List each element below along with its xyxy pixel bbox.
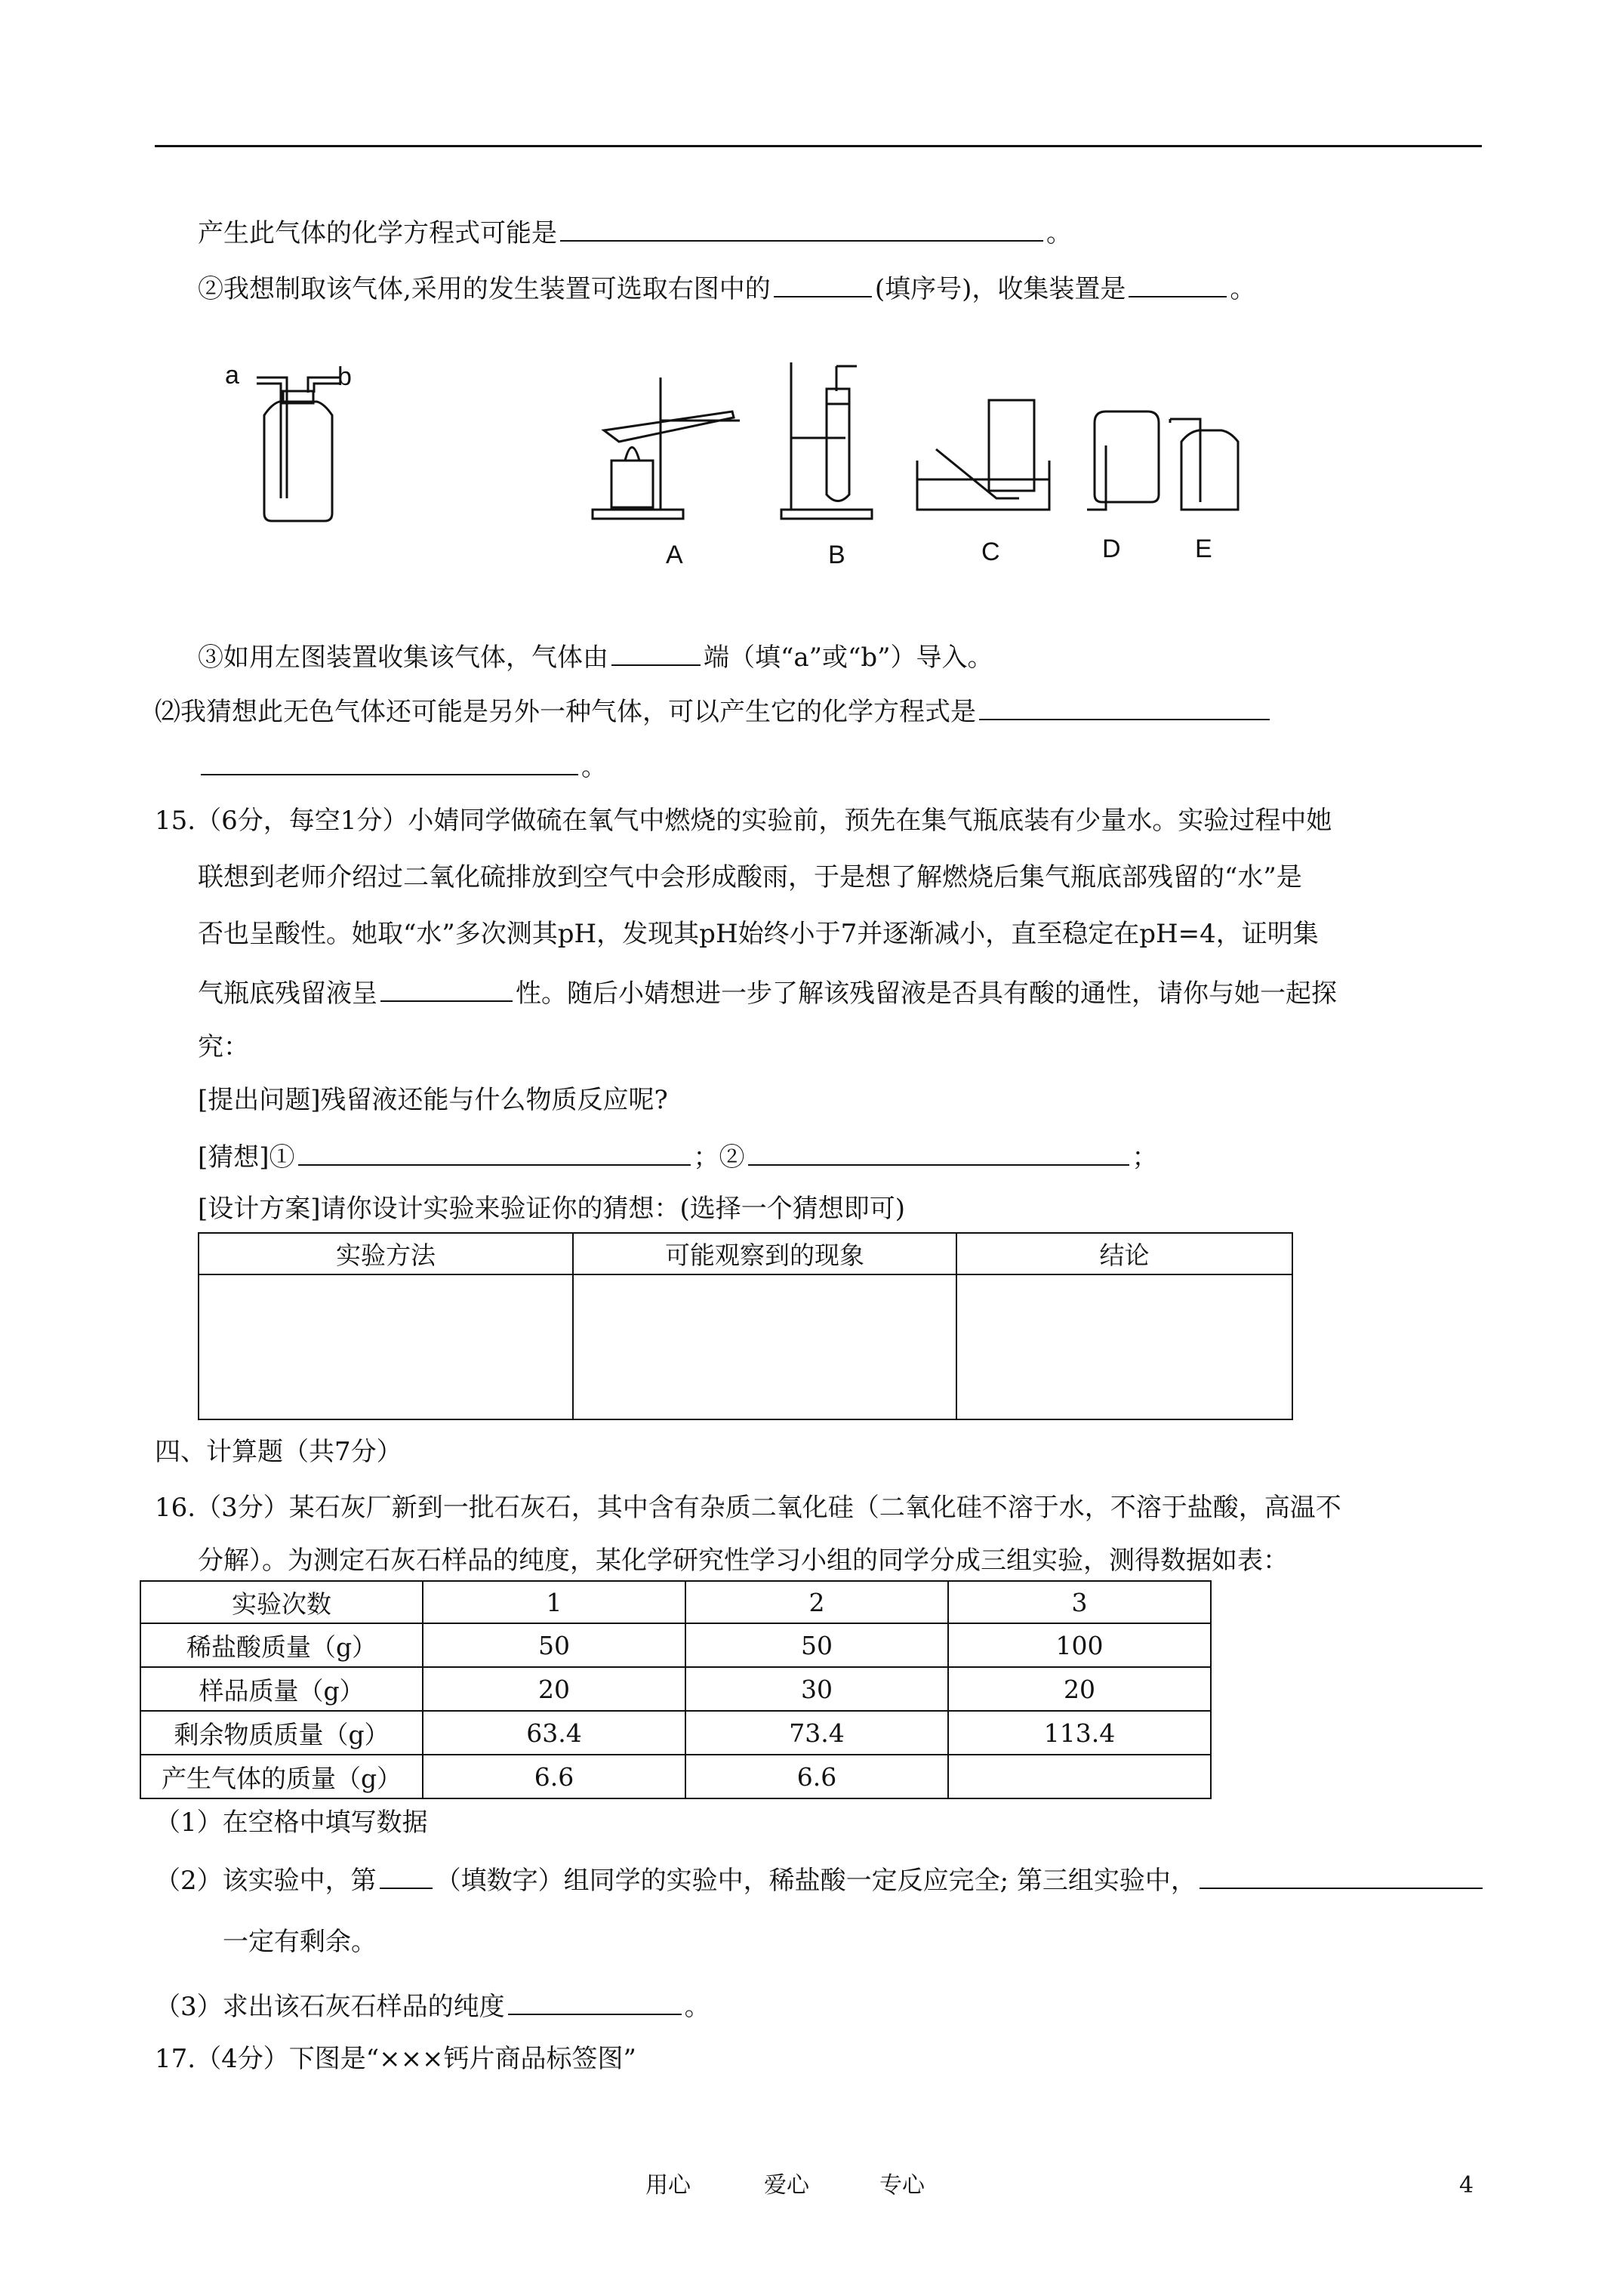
table-cell: 6.6 — [685, 1755, 948, 1798]
q14-line1 — [198, 217, 1072, 246]
answer-cell-gas-mass[interactable] — [948, 1755, 1211, 1798]
table-cell: 63.4 — [423, 1711, 685, 1755]
design-table — [198, 1232, 1293, 1420]
footer-motto-1: 用心 — [645, 2172, 691, 2199]
table-cell: 50 — [685, 1623, 948, 1667]
q16-s2-text: （2）该实验中，第 — [155, 1866, 377, 1896]
row-label: 稀盐酸质量（g） — [140, 1623, 423, 1667]
guess-end: ； — [1132, 1142, 1158, 1173]
table-cell: 6.6 — [423, 1755, 685, 1798]
answer-blank-inlet[interactable] — [611, 642, 701, 666]
page-number: 4 — [1459, 2172, 1474, 2199]
table-row — [140, 1755, 1211, 1798]
table-cell: 20 — [948, 1667, 1211, 1711]
q15-design: [设计方案]请你设计实验来验证你的猜想：(选择一个猜想即可) — [198, 1194, 906, 1224]
table-cell: 30 — [685, 1667, 948, 1711]
design-table-header — [199, 1233, 1292, 1274]
q16-s2 — [155, 1865, 1486, 1894]
q15-guess — [198, 1142, 1158, 1173]
design-cell-conclusion[interactable] — [956, 1274, 1292, 1419]
q15-p1: 15.（6分，每空1分）小婧同学做硫在氧气中燃烧的实验前，预先在集气瓶底装有少量水。实验过程中她 — [155, 806, 1332, 836]
gas-washing-bottle — [257, 378, 340, 521]
answer-blank-purity[interactable] — [508, 1991, 682, 2015]
q14-line2 — [198, 273, 1255, 302]
row-label: 样品质量（g） — [140, 1667, 423, 1711]
q15-p2: 联想到老师介绍过二氧化硫排放到空气中会形成酸雨，于是想了解燃烧后集气瓶底部残留的“水”是 — [198, 862, 1302, 892]
label-c: C — [981, 538, 1000, 566]
q15-ask: [提出问题]残留液还能与什么物质反应呢? — [198, 1085, 668, 1115]
q14-line4-text: ⑵我猜想此无色气体还可能是另外一种气体，可以产生它的化学方程式是 — [155, 697, 976, 727]
table-row — [140, 1711, 1211, 1755]
q15-p4-text: 气瓶底残留液呈 — [198, 978, 377, 1009]
data-table — [140, 1580, 1212, 1799]
table-cell: 73.4 — [685, 1711, 948, 1755]
answer-blank-remaining[interactable] — [1200, 1865, 1483, 1889]
q14-line3-text: ③如用左图装置收集该气体，气体由 — [198, 643, 608, 673]
data-header-3: 3 — [948, 1581, 1211, 1623]
q16-s1: （1）在空格中填写数据 — [155, 1808, 428, 1838]
table-cell: 100 — [948, 1623, 1211, 1667]
data-header-label: 实验次数 — [140, 1581, 423, 1623]
design-cell-phenomenon[interactable] — [573, 1274, 956, 1419]
row-label: 剩余物质质量（g） — [140, 1711, 423, 1755]
apparatus-c — [917, 400, 1049, 510]
q14-line5-end: 。 — [581, 752, 607, 782]
design-header-conclusion: 结论 — [956, 1233, 1292, 1274]
q16-s2-text-b: （填数字）组同学的实验中，稀盐酸一定反应完全; 第三组实验中， — [435, 1866, 1196, 1896]
footer-motto-3: 专心 — [879, 2172, 925, 2199]
design-table-row — [199, 1274, 1292, 1419]
q14-line2-text: ②我想制取该气体,采用的发生装置可选取右图中的 — [198, 274, 771, 304]
apparatus-e — [1170, 419, 1238, 510]
answer-blank-acidity[interactable] — [380, 978, 513, 1002]
label-b: B — [828, 541, 845, 569]
q15-p5: 究： — [198, 1032, 249, 1062]
q14-line2-text-b: (填序号)，收集装置是 — [874, 274, 1126, 304]
header-rule — [155, 145, 1482, 147]
q14-line1-text: 产生此气体的化学方程式可能是 — [198, 218, 557, 248]
answer-blank-other-gas-a[interactable] — [979, 696, 1270, 720]
answer-blank-other-gas-b[interactable] — [201, 751, 578, 775]
table-row — [140, 1623, 1211, 1667]
row-label: 产生气体的质量（g） — [140, 1755, 423, 1798]
section-title: 四、计算题（共7分） — [155, 1437, 402, 1467]
q15-p3: 否也呈酸性。她取“水”多次测其pH，发现其pH始终小于7并逐渐减小，直至稳定在pH=4，证明集 — [198, 919, 1319, 949]
q14-line1-end: 。 — [1046, 218, 1072, 248]
answer-blank-equation[interactable] — [560, 217, 1043, 242]
q14-line5 — [198, 751, 607, 780]
guess-label-2: ；② — [693, 1142, 745, 1173]
q16-s3-text: （3）求出该石灰石样品的纯度 — [155, 1992, 505, 2022]
q16-p1: 16.（3分）某石灰厂新到一批石灰石，其中含有杂质二氧化硅（二氧化硅不溶于水，不溶于盐酸，高温不 — [155, 1493, 1341, 1523]
apparatus-a — [593, 378, 740, 519]
table-cell: 113.4 — [948, 1711, 1211, 1755]
data-header-2: 2 — [685, 1581, 948, 1623]
label-a: A — [666, 541, 683, 569]
table-cell: 20 — [423, 1667, 685, 1711]
q17-title: 17.（4分）下图是“×××钙片商品标签图” — [155, 2044, 636, 2074]
label-d: D — [1102, 535, 1121, 563]
q16-s3-end: 。 — [684, 1992, 710, 2022]
q14-line3-text-b: 端（填“a”或“b”）导入。 — [704, 643, 993, 673]
table-cell: 50 — [423, 1623, 685, 1667]
data-header-1: 1 — [423, 1581, 685, 1623]
q14-line2-end: 。 — [1230, 274, 1256, 304]
q15-p4-text-b: 性。随后小婧想进一步了解该残留液是否具有酸的通性，请你与她一起探 — [516, 978, 1337, 1009]
design-header-phenomenon: 可能观察到的现象 — [573, 1233, 956, 1274]
q15-p4 — [198, 978, 1337, 1009]
design-cell-method[interactable] — [199, 1274, 573, 1419]
answer-blank-generator[interactable] — [774, 273, 872, 297]
apparatus-b — [781, 362, 872, 519]
q14-line4 — [155, 696, 1273, 725]
guess-label-1: [猜想]① — [198, 1142, 295, 1173]
q16-p2: 分解）。为测定石灰石样品的纯度，某化学研究性学习小组的同学分成三组实验，测得数据如表： — [198, 1546, 1289, 1576]
footer-motto-2: 爱心 — [764, 2172, 809, 2199]
left-label-a: a — [225, 361, 239, 390]
q16-s2c: 一定有剩余。 — [223, 1927, 377, 1957]
answer-blank-group[interactable] — [380, 1865, 433, 1889]
q14-line3 — [198, 642, 993, 673]
design-header-method: 实验方法 — [199, 1233, 573, 1274]
left-label-b: b — [337, 362, 352, 391]
apparatus-d — [1087, 411, 1159, 510]
q16-s3 — [155, 1991, 710, 2020]
answer-blank-collector[interactable] — [1129, 273, 1227, 297]
table-row — [140, 1667, 1211, 1711]
answer-blank-guess-1[interactable] — [298, 1142, 691, 1166]
answer-blank-guess-2[interactable] — [748, 1142, 1129, 1166]
label-e: E — [1195, 535, 1212, 563]
data-table-header — [140, 1581, 1211, 1623]
